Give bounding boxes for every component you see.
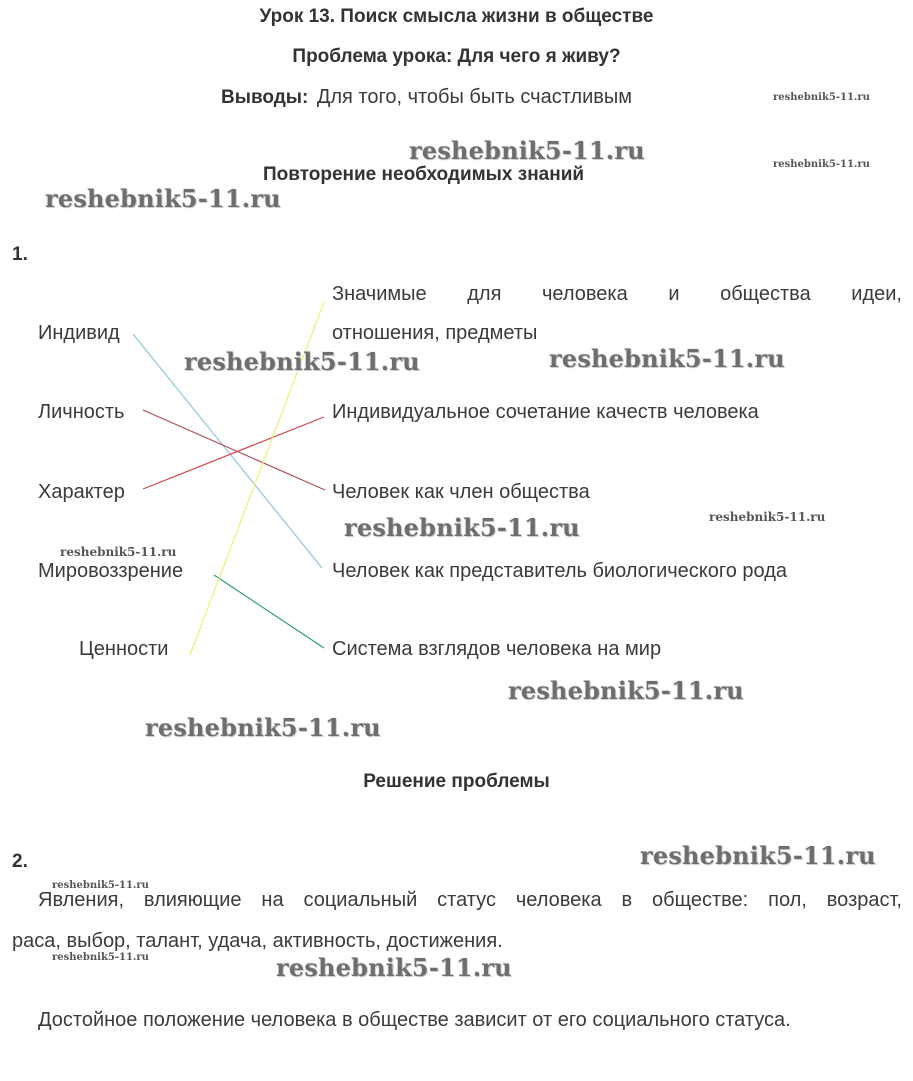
watermark: reshebnik5-11.ru <box>184 347 420 376</box>
task2-number: 2. <box>12 851 28 872</box>
watermark: reshebnik5-11.ru <box>508 676 744 705</box>
term-cennosti: Ценности <box>79 638 169 660</box>
conclusions-text: Для того, чтобы быть счастливым <box>316 86 633 108</box>
watermark: reshebnik5-11.ru <box>773 92 870 103</box>
task2-paragraph-line2: раса, выбор, талант, удача, активность, достижения. <box>12 930 503 952</box>
task2-conclusion: Достойное положение человека в обществе зависит от его социального статуса. <box>38 1009 791 1031</box>
definition-personality: Человек как член общества <box>332 481 590 503</box>
watermark: reshebnik5-11.ru <box>344 513 580 542</box>
watermark: reshebnik5-11.ru <box>52 880 149 891</box>
watermark: reshebnik5-11.ru <box>409 136 645 165</box>
watermark: reshebnik5-11.ru <box>640 841 876 870</box>
review-heading: Повторение необходимых знаний <box>263 164 585 185</box>
solution-heading: Решение проблемы <box>363 771 550 792</box>
watermark: reshebnik5-11.ru <box>45 184 281 213</box>
task2-paragraph-line1: Явления, влияющие на социальный статус человека в обществе: пол, возраст, <box>38 889 902 911</box>
definition-individual: Человек как представитель биологического рода <box>332 560 788 582</box>
lesson-problem: Проблема урока: Для чего я живу? <box>292 46 621 67</box>
conclusions-label: Выводы: <box>221 87 309 108</box>
definition-worldview: Система взглядов человека на мир <box>332 638 662 660</box>
watermark: reshebnik5-11.ru <box>549 344 785 373</box>
term-harakter: Характер <box>38 481 125 503</box>
term-lichnost: Личность <box>38 401 125 423</box>
term-mirovozzrenie: Мировоззрение <box>38 560 184 582</box>
definition-values-line2: отношения, предметы <box>332 322 538 344</box>
task1-number: 1. <box>12 244 28 265</box>
watermark: reshebnik5-11.ru <box>773 159 870 170</box>
watermark: reshebnik5-11.ru <box>52 952 149 963</box>
definition-character: Индивидуальное сочетание качеств человека <box>332 401 759 423</box>
watermark: reshebnik5-11.ru <box>276 953 512 982</box>
watermark: reshebnik5-11.ru <box>60 545 177 559</box>
watermark: reshebnik5-11.ru <box>145 713 381 742</box>
connection-mirovozzrenie <box>214 575 324 648</box>
lesson-title: Урок 13. Поиск смысла жизни в обществе <box>259 6 654 27</box>
term-individ: Индивид <box>38 322 120 344</box>
watermark: reshebnik5-11.ru <box>709 510 826 524</box>
definition-values-line1: Значимые для человека и общества идеи, <box>332 283 902 305</box>
